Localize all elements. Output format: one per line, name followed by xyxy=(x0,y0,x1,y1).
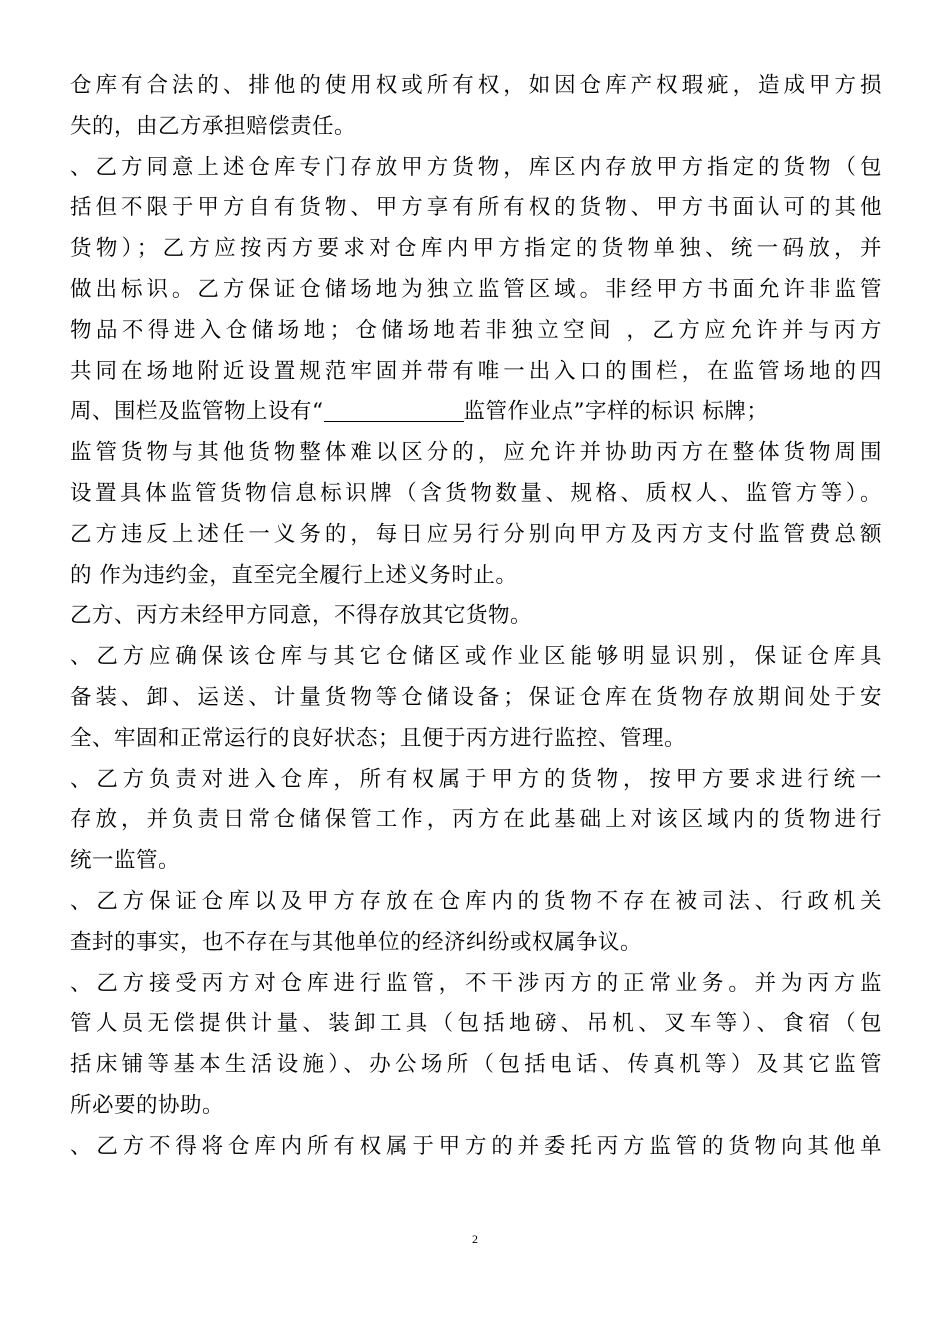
text-line: 货物）；乙方应按丙方要求对仓库内甲方指定的货物单独、统一码放，并 xyxy=(70,236,882,262)
text-line: 括床铺等基本生活设施）、办公场所（包括电话、传真机等）及其它监管 xyxy=(70,1052,882,1078)
text-line: 管人员无偿提供计量、装卸工具（包括地磅、吊机、叉车等）、食宿（包 xyxy=(70,1011,882,1037)
text-line: 设置具体监管货物信息标识牌（含货物数量、规格、质权人、监管方等）。 xyxy=(70,480,882,506)
page-number: 2 xyxy=(472,1232,478,1246)
text-line: 物品不得进入仓储场地；仓储场地若非独立空间 ，乙方应允许并与丙方 xyxy=(70,317,882,343)
text-line: 、乙方保证仓库以及甲方存放在仓库内的货物不存在被司法、行政机关 xyxy=(70,888,882,914)
text-segment: 周、围栏及监管物上设有“ xyxy=(70,399,324,425)
text-line: 、乙方不得将仓库内所有权属于甲方的并委托丙方监管的货物向其他单 xyxy=(70,1133,882,1159)
text-line: 仓库有合法的、排他的使用权或所有权，如因仓库产权瑕疵，造成甲方损 xyxy=(70,73,882,98)
text-line: 查封的事实，也不存在与其他单位的经济纠纷或权属争议。 xyxy=(70,929,643,955)
text-line: 、乙方应确保该仓库与其它仓储区或作业区能够明显识别，保证仓库具 xyxy=(70,644,882,670)
text-line: 失的，由乙方承担赔偿责任。 xyxy=(70,113,357,139)
text-line: 乙方、丙方未经甲方同意，不得存放其它货物。 xyxy=(70,603,533,629)
text-line: 存放，并负责日常仓储保管工作，丙方在此基础上对该区域内的货物进行 xyxy=(70,807,882,833)
text-line: 、乙方负责对进入仓库，所有权属于甲方的货物，按甲方要求进行统一 xyxy=(70,766,882,792)
document-body xyxy=(70,66,882,1168)
text-line: 、乙方同意上述仓库专门存放甲方货物，库区内存放甲方指定的货物（包 xyxy=(70,154,882,180)
text-line: 统一监管。 xyxy=(70,848,181,874)
text-line: 所必要的协助。 xyxy=(70,1092,225,1118)
text-line: 乙方违反上述任一义务的，每日应另行分别向甲方及丙方支付监管费总额 xyxy=(70,521,882,547)
text-line: 监管货物与其他货物整体难以区分的，应允许并协助丙方在整体货物周围 xyxy=(70,440,882,466)
text-line: 全、牢固和正常运行的良好状态；且便于丙方进行监控、管理。 xyxy=(70,725,687,751)
text-segment: 监管作业点”字样的标识 标牌； xyxy=(463,399,769,425)
text-line: 括但不限于甲方自有货物、甲方享有所有权的货物、甲方书面认可的其他 xyxy=(70,195,882,221)
text-line: 共同在场地附近设置规范牢固并带有唯一出入口的围栏，在监管场地的四 xyxy=(70,358,882,384)
fill-in-blank xyxy=(324,420,464,422)
text-line: 做出标识。乙方保证仓储场地为独立监管区域。非经甲方书面允许非监管 xyxy=(70,276,882,302)
text-line-with-blank xyxy=(70,392,882,433)
text-line: 、乙方接受丙方对仓库进行监管，不干涉丙方的正常业务。并为丙方监 xyxy=(70,970,882,996)
text-line: 的 作为违约金，直至完全履行上述义务时止。 xyxy=(70,562,518,588)
text-line: 备装、卸、运送、计量货物等仓储设备；保证仓库在货物存放期间处于安 xyxy=(70,684,882,710)
